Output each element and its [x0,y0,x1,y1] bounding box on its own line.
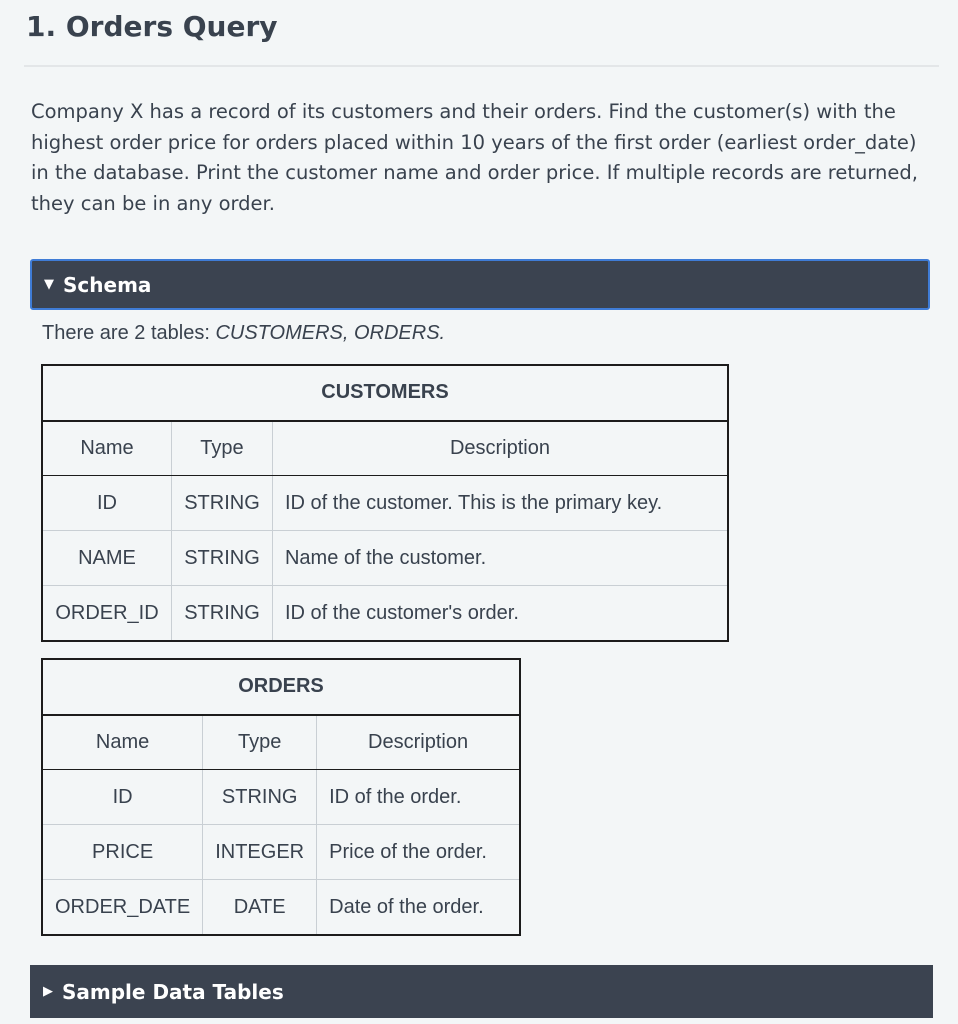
column-header-type: Type [171,421,272,476]
cell-type: STRING [203,770,317,825]
problem-description: Company X has a record of its customers and their orders. Find the customer(s) with the highest order price for orders placed within 10 years of the first order (earliest order_date) in the database. Print the customer name and order price. If multiple records are returned, they can be in any order. [31,100,918,215]
cell-type: INTEGER [203,825,317,880]
page-title: 1. Orders Query [26,10,278,43]
cell-type: STRING [171,586,272,641]
cell-description: ID of the order. [317,770,520,825]
orders-table [42,659,520,935]
column-header-description: Description [272,421,727,476]
cell-name: ID [43,476,172,531]
cell-description: Date of the order. [317,880,520,935]
triangle-down-icon: ▼ [44,277,54,292]
cell-name: ORDER_ID [43,586,172,641]
table-row [43,825,520,880]
cell-name: NAME [43,531,172,586]
sample-data-toggle[interactable] [30,965,933,1018]
cell-name: PRICE [43,825,203,880]
customers-table-caption: CUSTOMERS [43,366,728,421]
tables-intro [42,322,445,345]
tables-intro-names: CUSTOMERS, ORDERS. [215,322,446,344]
table-row [43,880,520,935]
column-header-name: Name [43,421,172,476]
tables-intro-prefix: There are 2 tables: [42,322,216,344]
column-header-type: Type [203,715,317,770]
orders-table-caption: ORDERS [43,660,520,715]
table-row [43,770,520,825]
column-header-name: Name [43,715,203,770]
cell-type: STRING [171,476,272,531]
table-row [43,586,728,641]
cell-name: ID [43,770,203,825]
cell-description: ID of the customer's order. [272,586,727,641]
schema-toggle[interactable] [30,259,930,310]
customers-table [42,365,728,641]
table-row [43,531,728,586]
sample-data-toggle-label: Sample Data Tables [62,979,284,1004]
schema-toggle-label: Schema [63,272,152,297]
cell-name: ORDER_DATE [43,880,203,935]
cell-description: Price of the order. [317,825,520,880]
title-divider [24,65,939,67]
triangle-right-icon: ▶ [43,984,53,999]
table-row [43,476,728,531]
cell-description: ID of the customer. This is the primary key. [272,476,727,531]
cell-type: DATE [203,880,317,935]
column-header-description: Description [317,715,520,770]
cell-description: Name of the customer. [272,531,727,586]
cell-type: STRING [171,531,272,586]
